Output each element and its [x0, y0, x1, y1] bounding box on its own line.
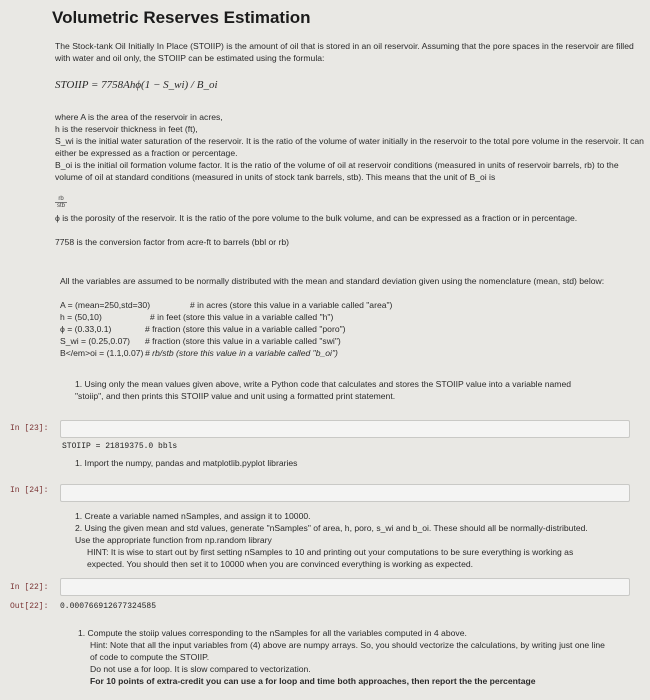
task-4-extra-credit: For 10 points of extra-credit you can use a for loop and time both approaches, then report the the percentage [90, 676, 536, 686]
definition-swi: S_wi is the initial water saturation of the reservoir. It is the ratio of the volume of water initially in the reservoir to the total pore volume in the reservoir. It can either be expressed as a fraction or percentage. [55, 136, 644, 158]
intro-paragraph: The Stock-tank Oil Initially In Place (STOIIP) is the amount of oil that is stored in an oil reservoir. Assuming that the pore spaces in the reservoir are filled with water and oil only, the STOIIP can be estimated using the formula: [55, 41, 634, 63]
variable-poro-comment: # fraction (store this value in a variable called "poro") [145, 324, 346, 334]
task-4-step-1: 1. Compute the stoiip values corresponding to the nSamples for all the variables computed in 4 above. [78, 628, 467, 638]
task-3-step-2: 2. Using the given mean and std values, generate "nSamples" of area, h, poro, s_wi and b_oi. These should all be normally-distributed. Use the appropriate function from np.random library [75, 523, 588, 545]
cell-1-prompt: In [23]: [10, 424, 49, 433]
stoiip-formula: STOIIP = 7758Ahϕ(1 − S_wi) / B_oi [55, 79, 218, 91]
variable-swi: S_wi = (0.25,0.07) [60, 336, 130, 346]
fraction-denominator: stb [56, 203, 65, 209]
task-3-step-1: 1. Create a variable named nSamples, and assign it to 10000. [75, 511, 311, 521]
definition-conversion: 7758 is the conversion factor from acre-ft to barrels (bbl or rb) [55, 237, 290, 247]
definition-thickness: h is the reservoir thickness in feet (ft), [55, 124, 198, 134]
fraction-numerator: rb [58, 196, 64, 202]
task-4-hint: Hint: Note that all the input variables from (4) above are numpy arrays. So, you should vectorize the calculations, by writing just one line of code to compute the STOIIP. [90, 640, 605, 662]
variable-poro: ϕ = (0.33,0.1) [60, 324, 112, 334]
definition-porosity: ϕ is the porosity of the reservoir. It is the ratio of the pore volume to the bulk volume, and can be expressed as a fraction or in percentage. [55, 213, 578, 223]
unit-fraction [55, 196, 67, 209]
task-4-no-loop: Do not use a for loop. It is slow compared to vectorization. [90, 664, 311, 674]
task-3-hint: HINT: It is wise to start out by first setting nSamples to 10 and printing out your computations to be sure everything is working as expected. You should then set it to 10000 when you are convinced everything is working as expected. [87, 547, 574, 569]
variable-h-comment: # in feet (store this value in a variable called "h") [150, 312, 334, 322]
page-title: Volumetric Reserves Estimation [52, 8, 311, 27]
variable-area: A = (mean=250,std=30) [60, 300, 151, 310]
code-cell-1[interactable] [60, 420, 630, 438]
variables-intro: All the variables are assumed to be normally distributed with the mean and standard deviation given using the nomenclature (mean, std) below: [60, 276, 605, 286]
cell-1-output: STOIIP = 21819375.0 bbls [62, 442, 178, 451]
cell-3-output: 0.000766912677324585 [60, 602, 157, 611]
cell-3-prompt: In [22]: [10, 583, 49, 592]
definition-boi: B_oi is the initial oil formation volume factor. It is the ratio of the volume of oil at reservoir conditions (measured in units of reservoir barrels, rb) to the volume of oil at standard conditions (measured in units of stock tank barrels, stb). This means that the unit of B_oi is [55, 160, 619, 182]
variable-boi-comment: # rb/stb (store this value in a variable called "b_oi") [145, 348, 338, 358]
code-cell-3[interactable] [60, 578, 630, 596]
variable-boi: B</em>oi = (1.1,0.07) [60, 348, 144, 358]
task-1: 1. Using only the mean values given above, write a Python code that calculates and stores the STOIIP value into a variable named "stoiip", and then prints this STOIIP value and unit using a formatted print statement. [75, 379, 572, 401]
task-2: 1. Import the numpy, pandas and matplotlib.pyplot libraries [75, 458, 298, 468]
out-3-prompt: Out[22]: [10, 602, 49, 611]
variable-area-comment: # in acres (store this value in a variable called "area") [190, 300, 393, 310]
variable-h: h = (50,10) [60, 312, 102, 322]
variable-swi-comment: # fraction (store this value in a variable called "swi") [145, 336, 341, 346]
code-cell-2[interactable] [60, 484, 630, 502]
definition-area: where A is the area of the reservoir in acres, [55, 112, 223, 122]
cell-2-prompt: In [24]: [10, 486, 49, 495]
